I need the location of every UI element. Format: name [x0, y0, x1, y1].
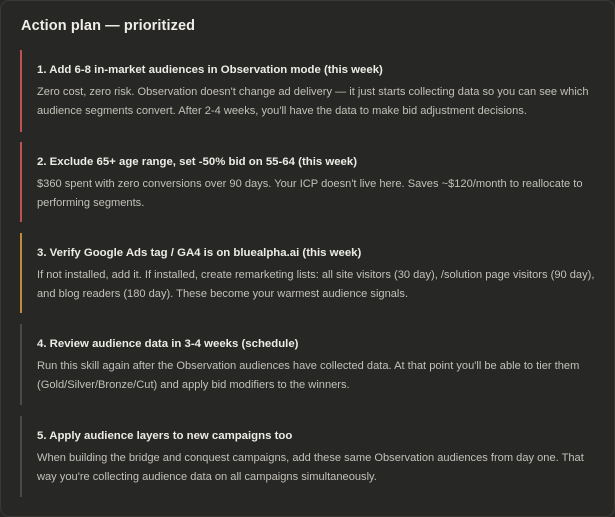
action-item-2	[20, 142, 600, 222]
action-item-body: Zero cost, zero risk. Observation doesn't change ad delivery — it just starts collecting data so you can see which audience segments convert. After 2-4 weeks, you'll have the data to make bid adjustment decisions.	[37, 86, 589, 117]
action-item-title: 3. Verify Google Ads tag / GA4 is on bluealpha.ai (this week)	[37, 247, 362, 259]
action-item-title: 1. Add 6-8 in-market audiences in Observation mode (this week)	[37, 64, 383, 76]
action-item-3	[20, 233, 600, 313]
action-item-title: 5. Apply audience layers to new campaigns too	[37, 430, 293, 442]
action-item-body: $360 spent with zero conversions over 90 days. Your ICP doesn't live here. Saves ~$120/month to reallocate to performing segments.	[37, 178, 583, 209]
action-item-5	[20, 416, 600, 497]
action-item-title: 4. Review audience data in 3-4 weeks (schedule)	[37, 338, 299, 350]
action-item-1	[20, 50, 600, 132]
action-item-4	[20, 324, 600, 405]
action-item-body: Run this skill again after the Observation audiences have collected data. At that point you'll be able to tier them (Gold/Silver/Bronze/Cut) and apply bid modifiers to the winners.	[37, 360, 580, 391]
panel-title: Action plan — prioritized	[21, 18, 196, 34]
action-item-title: 2. Exclude 65+ age range, set -50% bid on 55-64 (this week)	[37, 156, 358, 168]
action-item-body: If not installed, add it. If installed, create remarketing lists: all site visitors (30 day), /solution page visitors (90 day), and blog readers (180 day). These become your warmest audience signals.	[37, 269, 595, 300]
action-item-body: When building the bridge and conquest campaigns, add these same Observation audiences from day one. That way you're collecting audience data on all campaigns simultaneously.	[37, 452, 584, 483]
